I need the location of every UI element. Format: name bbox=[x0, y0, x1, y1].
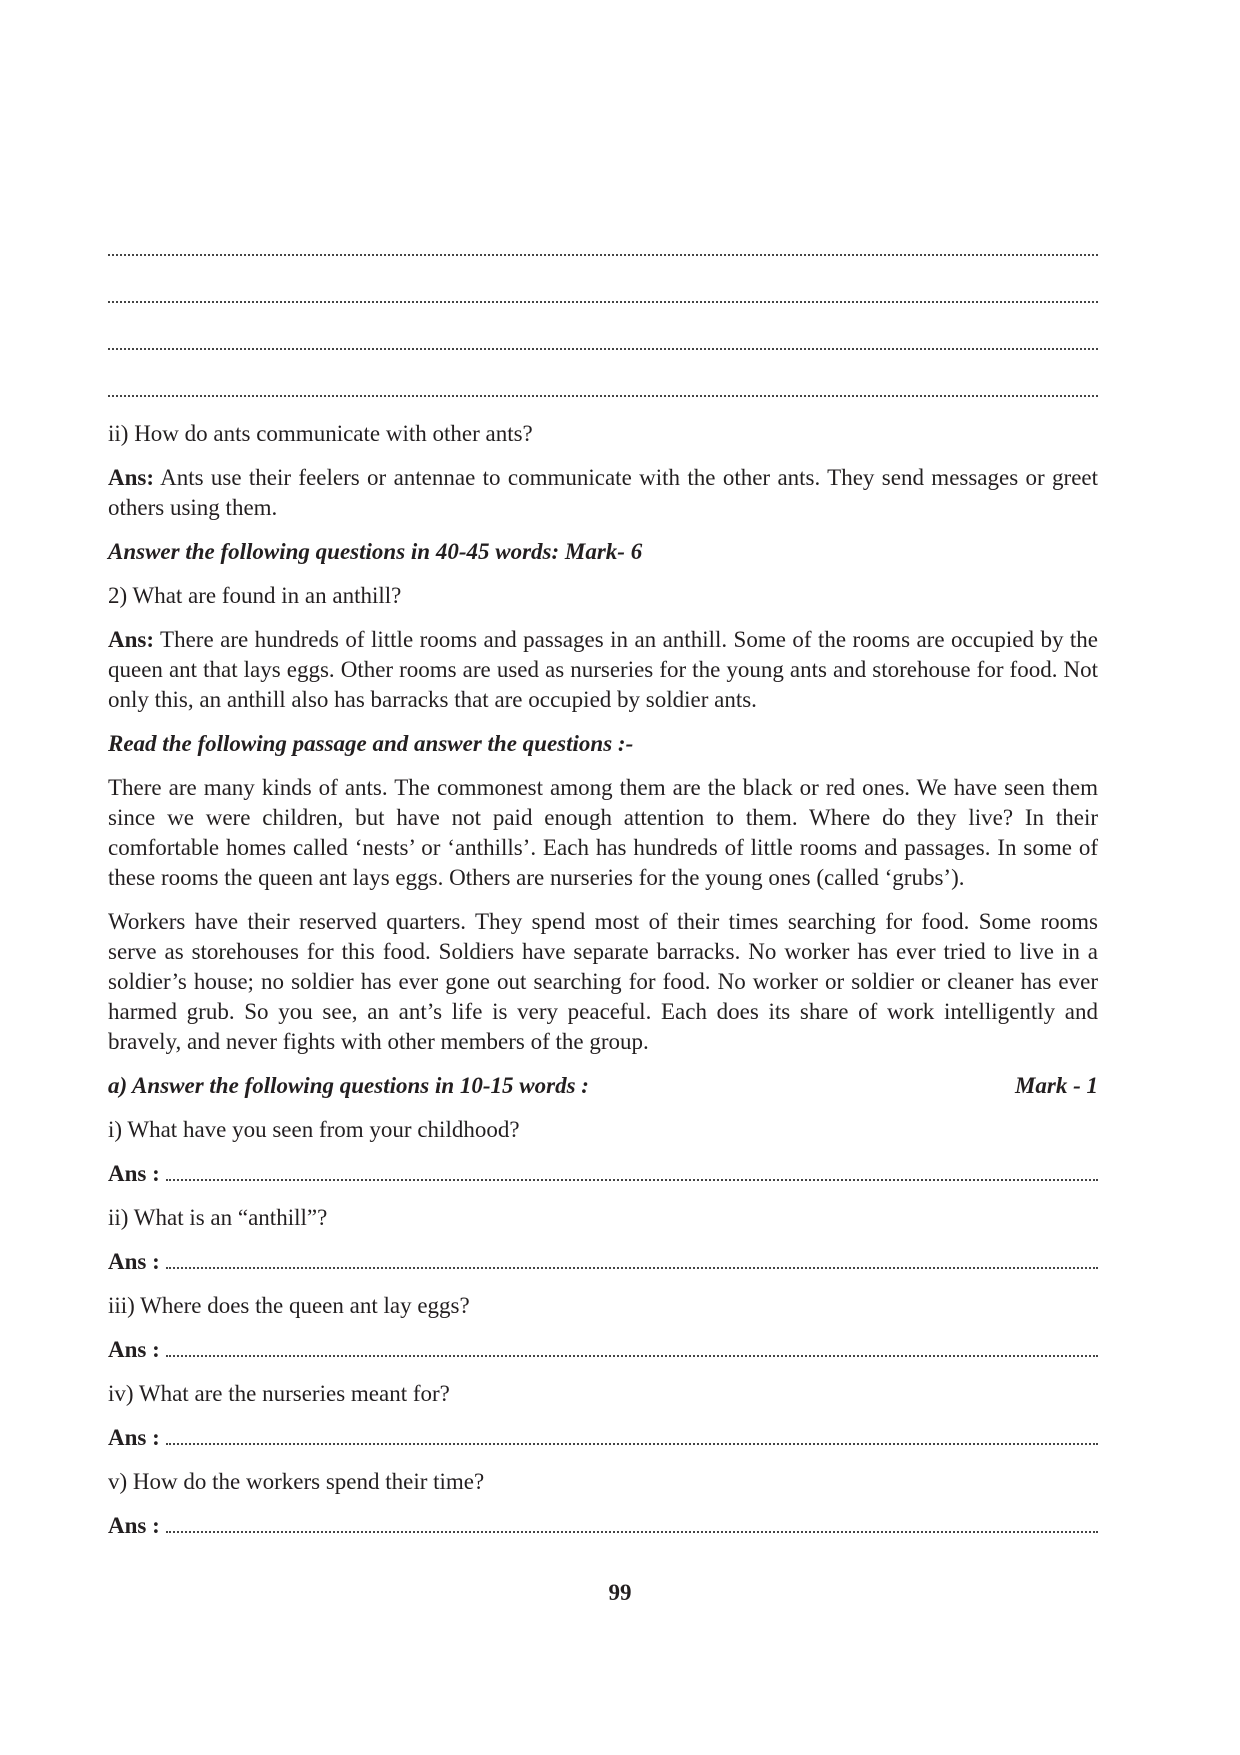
answer-label: Ans: bbox=[108, 465, 155, 490]
answer-dotted-line[interactable] bbox=[108, 336, 1098, 350]
answer-blank[interactable] bbox=[166, 1335, 1098, 1357]
answer-line bbox=[108, 1335, 1098, 1365]
passage-paragraph: There are many kinds of ants. The commonest among them are the black or red ones. We have seen them since we were children, but have not paid enough attention to them. Where do they live? In their comfortable homes called ‘nests’ or ‘anthills’. Each has hundreds of little rooms and passages. In some of these rooms the queen ant lays eggs. Others are nurseries for the young ones (called ‘grubs’). bbox=[108, 775, 1098, 890]
answer-line bbox=[108, 1159, 1098, 1189]
answer-label: Ans : bbox=[108, 1337, 160, 1362]
answer-line bbox=[108, 1247, 1098, 1277]
answer-line bbox=[108, 1423, 1098, 1453]
answer-label: Ans : bbox=[108, 1249, 160, 1274]
answer-label: Ans : bbox=[108, 1161, 160, 1186]
answer-label: Ans : bbox=[108, 1513, 160, 1538]
question-text: iv) What are the nurseries meant for? bbox=[108, 1381, 450, 1406]
question-text: 2) What are found in an anthill? bbox=[108, 583, 402, 608]
answer-blank[interactable] bbox=[166, 1247, 1098, 1269]
answer-label: Ans: bbox=[108, 627, 155, 652]
answer-paragraph bbox=[108, 463, 1098, 523]
section-heading: Answer the following questions in 40-45 words: Mark- 6 bbox=[108, 539, 643, 564]
answer-dotted-line[interactable] bbox=[108, 289, 1098, 303]
question-text: ii) How do ants communicate with other ants? bbox=[108, 421, 533, 446]
answer-text: Ants use their feelers or antennae to communicate with the other ants. They send messages or greet others using them. bbox=[108, 465, 1098, 520]
page-number: 99 bbox=[608, 1580, 632, 1605]
answer-paragraph bbox=[108, 625, 1098, 715]
question-text: ii) What is an “anthill”? bbox=[108, 1205, 328, 1230]
page-content bbox=[108, 242, 1098, 1555]
question-text: v) How do the workers spend their time? bbox=[108, 1469, 485, 1494]
section-heading-text: a) Answer the following questions in 10-15 words : bbox=[108, 1073, 589, 1098]
mark-label: Mark - 1 bbox=[1014, 1073, 1098, 1098]
answer-blank[interactable] bbox=[166, 1511, 1098, 1533]
answer-label: Ans : bbox=[108, 1425, 160, 1450]
question-text: i) What have you seen from your childhood? bbox=[108, 1117, 520, 1142]
section-heading bbox=[108, 1071, 1098, 1101]
passage-paragraph: Workers have their reserved quarters. They spend most of their times searching for food. Some rooms serve as storehouses for this food. Soldiers have separate barracks. No worker has ever tried to live in a soldier’s house; no soldier has ever gone out searching for food. No worker or soldier or cleaner has ever harmed grub. So you see, an ant’s life is very peaceful. Each does its share of work intelligently and bravely, and never fights with other members of the group. bbox=[108, 909, 1098, 1054]
question-text: iii) Where does the queen ant lay eggs? bbox=[108, 1293, 470, 1318]
answer-text: There are hundreds of little rooms and passages in an anthill. Some of the rooms are occupied by the queen ant that lays eggs. Other rooms are used as nurseries for the young ants and storehouse for food. Not only this, an anthill also has barracks that are occupied by soldier ants. bbox=[108, 627, 1098, 712]
answer-dotted-line[interactable] bbox=[108, 383, 1098, 397]
answer-blank[interactable] bbox=[166, 1423, 1098, 1445]
answer-dotted-line[interactable] bbox=[108, 242, 1098, 256]
answer-blank[interactable] bbox=[166, 1159, 1098, 1181]
answer-line bbox=[108, 1511, 1098, 1541]
section-heading: Read the following passage and answer the questions :- bbox=[108, 731, 634, 756]
